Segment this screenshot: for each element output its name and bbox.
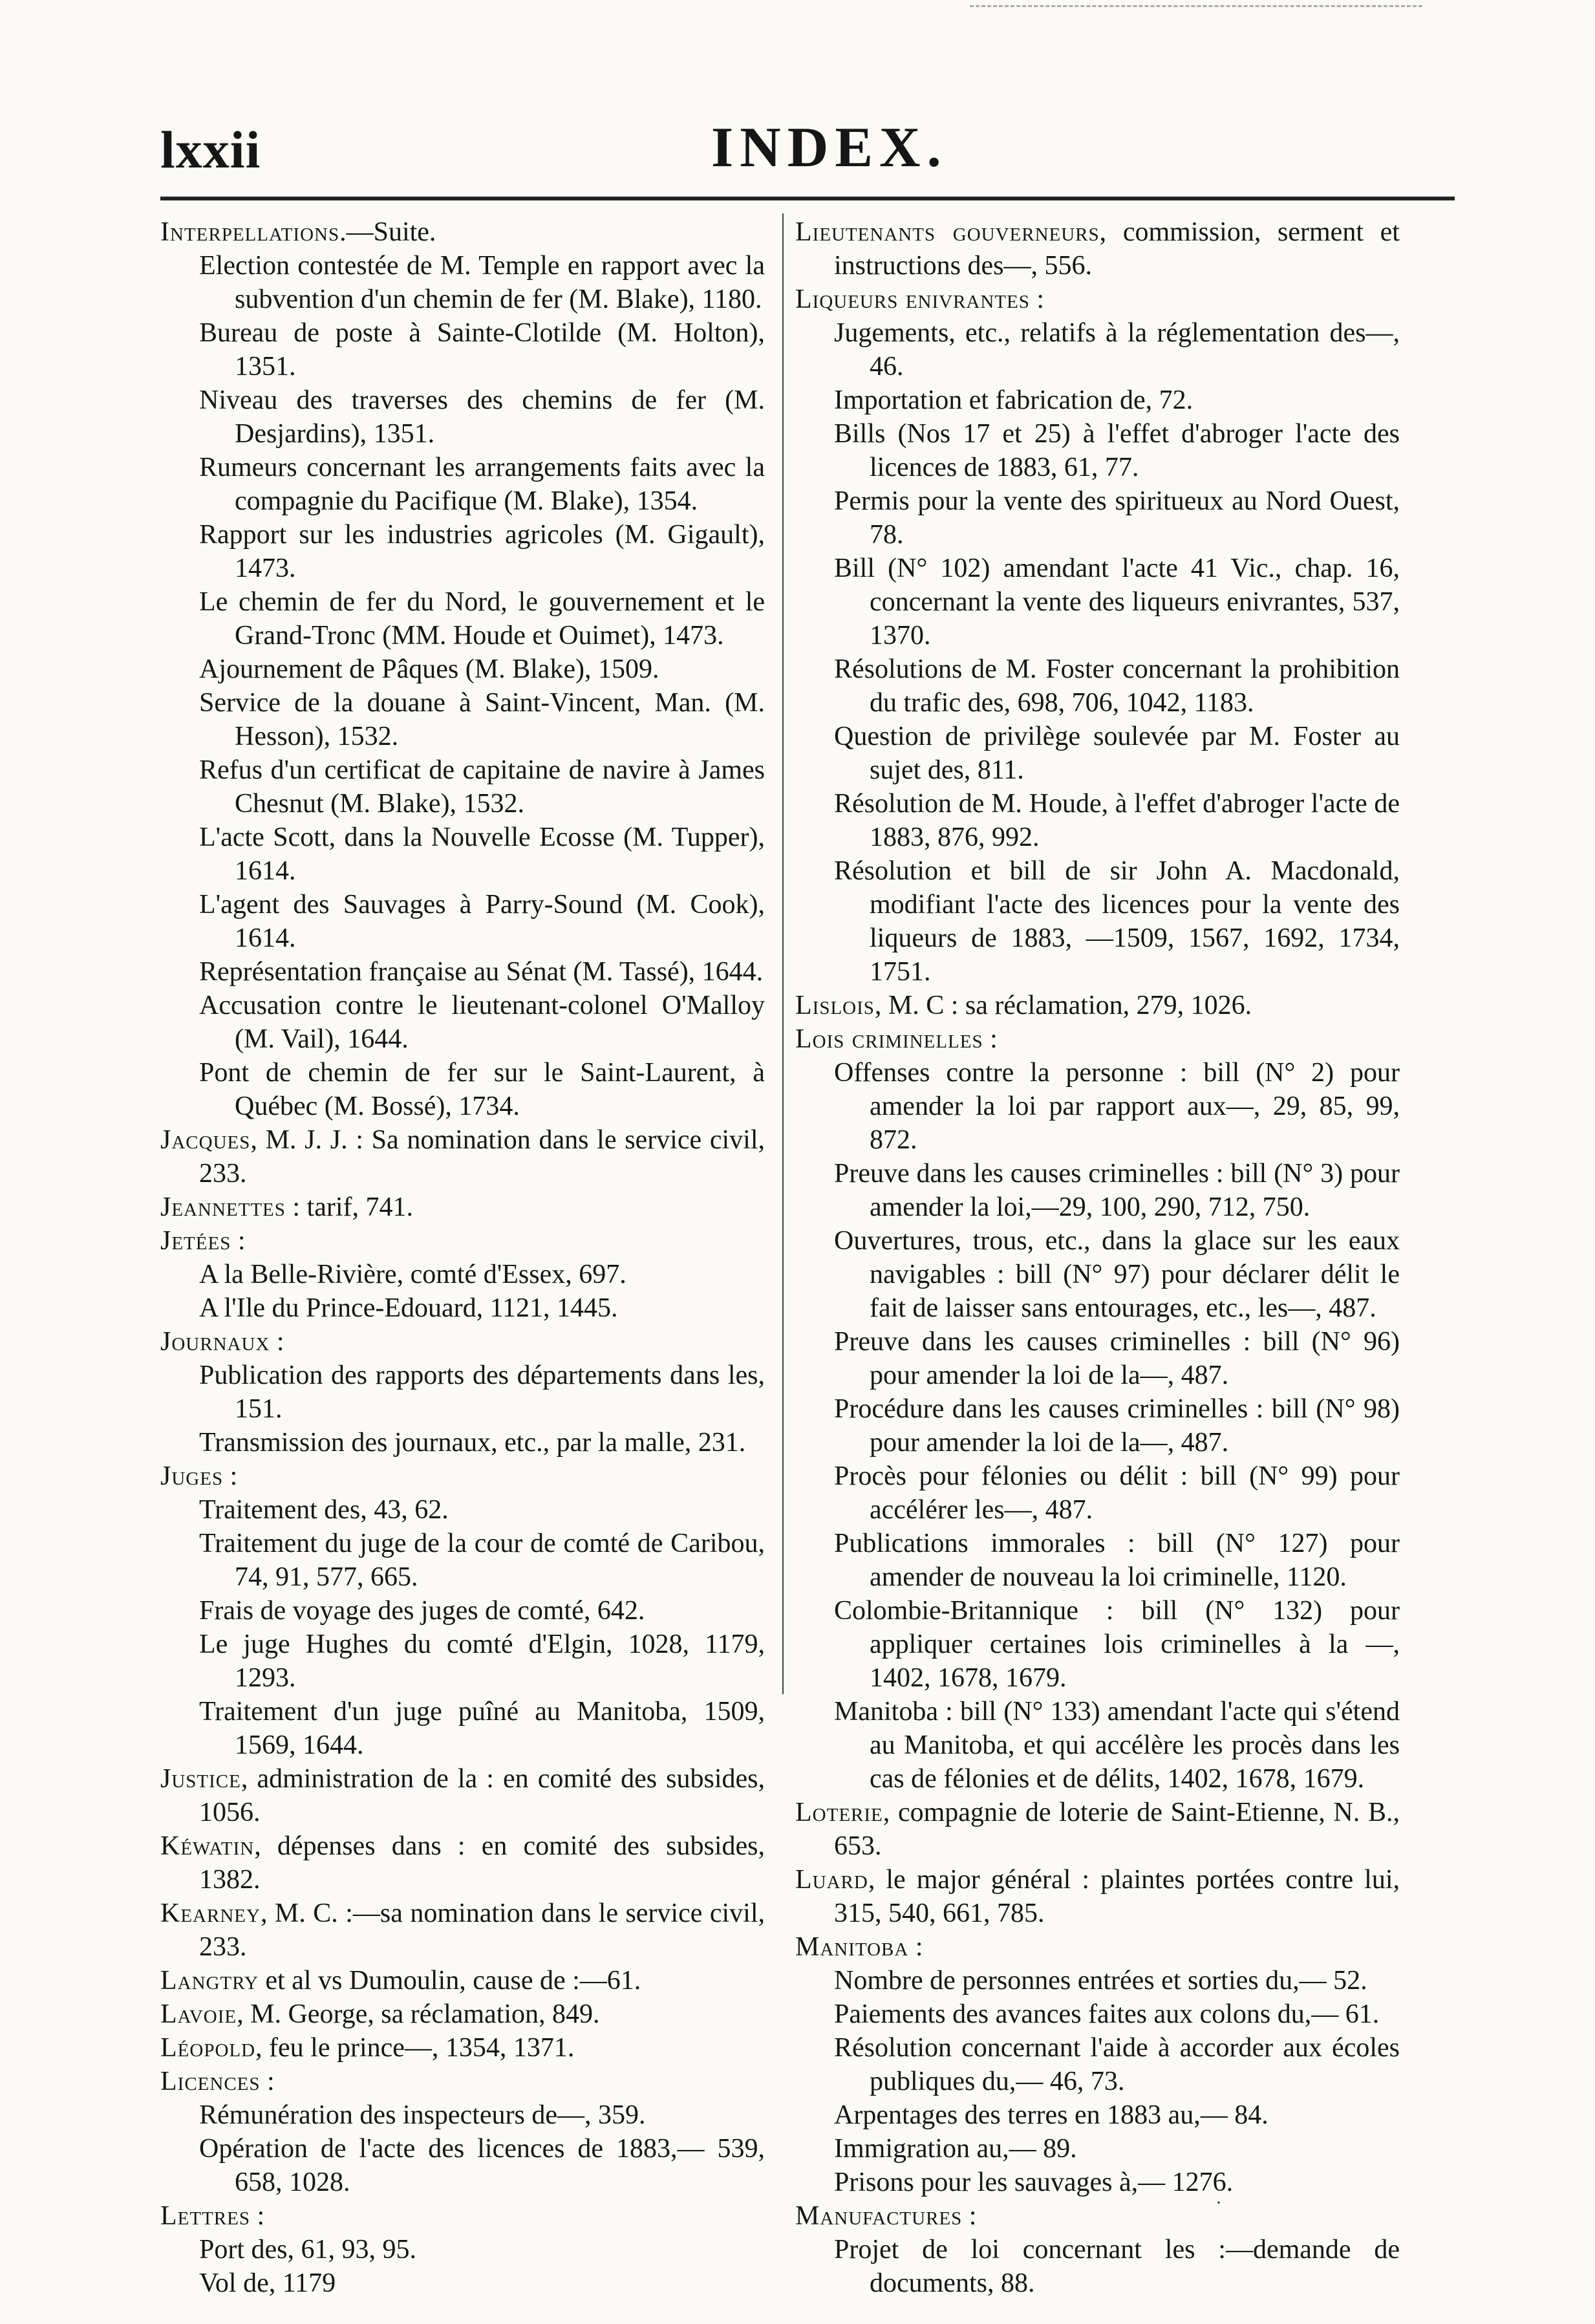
entry-text: : tarif, 741. — [285, 1192, 413, 1222]
entry-text: et al vs Dumoulin, cause de :—61. — [258, 1966, 641, 1996]
entry-headword: Kearney — [160, 1899, 261, 1928]
index-subentry: Prisons pour les sauvages à,— 1276. — [834, 2168, 1234, 2197]
entry-text: : — [270, 1327, 284, 1357]
entry-headword: Manitoba — [795, 1932, 909, 1962]
index-subentry: L'acte Scott, dans la Nouvelle Ecosse (M. Tupper), 1614. — [199, 823, 765, 886]
index-subentry: Importation et fabrication de, 72. — [834, 385, 1194, 415]
entry-text: , M. C : sa réclamation, 279, 1026. — [874, 991, 1252, 1020]
index-subentry: Le chemin de fer du Nord, le gouvernement et le Grand-Tronc (MM. Houde et Ouimet), 1473. — [199, 587, 765, 651]
entry-text: .—Suite. — [339, 217, 436, 247]
index-subentry: Rumeurs concernant les arrangements faits avec la compagnie du Pacifique (M. Blake), 1354. — [199, 453, 765, 516]
index-entry — [160, 1762, 765, 1829]
index-subentry: Résolution concernant l'aide à accorder aux écoles publiques du,— 46, 73. — [834, 2033, 1400, 2096]
index-subentry: A la Belle-Rivière, comté d'Essex, 697. — [199, 1260, 626, 1289]
entry-text: : — [223, 1461, 238, 1491]
index-subentry: Procès pour félonies ou délit : bill (N° 99) pour accélérer les—, 487. — [834, 1461, 1400, 1525]
entry-headword: Journaux — [160, 1327, 270, 1357]
entry-text: : — [260, 2067, 275, 2096]
page-title: INDEX. — [711, 116, 948, 179]
entry-headword: Juges — [160, 1461, 224, 1491]
index-subentry: Rapport sur les industries agricoles (M. Gigault), 1473. — [199, 520, 765, 583]
index-subentry: Publications immorales : bill (N° 127) pour amender de nouveau la loi criminelle, 1120. — [834, 1529, 1400, 1592]
index-subentry: Résolution et bill de sir John A. Macdonald, modifiant l'acte des licences pour la vente des liqueurs de 1883, —1509, 1567, 1692, 1734, 1751. — [834, 856, 1400, 987]
index-column-left — [160, 215, 765, 2300]
entry-headword: Jetées — [160, 1226, 231, 1256]
entry-text: , administration de la : en comité des subsides, 1056. — [199, 1764, 765, 1827]
index-entry — [795, 989, 1400, 1022]
index-subentry: Pont de chemin de fer sur le Saint-Laurent, à Québec (M. Bossé), 1734. — [199, 1058, 765, 1121]
index-subentry: Question de privilège soulevée par M. Foster au sujet des, 811. — [834, 722, 1400, 785]
entry-headword: Jacques — [160, 1125, 251, 1155]
entry-headword: Léopold — [160, 2033, 256, 2063]
page-number: lxxii — [160, 120, 261, 179]
index-subentry: Résolution de M. Houde, à l'effet d'abroger l'acte de 1883, 876, 992. — [834, 789, 1400, 852]
index-subentry: A l'Ile du Prince-Edouard, 1121, 1445. — [199, 1293, 618, 1323]
index-subentry: Colombie-Britannique : bill (N° 132) pour appliquer certaines lois criminelles à la —, 1402, 1678, 1679. — [834, 1596, 1400, 1693]
index-entry — [160, 1829, 765, 1897]
index-subentry: Traitement des, 43, 62. — [199, 1495, 449, 1525]
index-subentry: Jugements, etc., relatifs à la réglementation des—, 46. — [834, 318, 1400, 382]
index-subentry: Représentation française au Sénat (M. Tassé), 1644. — [199, 957, 764, 987]
entry-headword: Luard — [795, 1865, 868, 1895]
index-subentry: Frais de voyage des juges de comté, 642. — [199, 1596, 645, 1626]
index-subentry: Manitoba : bill (N° 133) amendant l'acte qui s'étend au Manitoba, et qui accélère les procès dans les cas de félonies et de délits, 1402, 1678, 1679. — [834, 1697, 1400, 1794]
index-subentry: Publication des rapports des départements dans les, 151. — [199, 1361, 765, 1424]
index-subentry: Procédure dans les causes criminelles : bill (N° 98) pour amender la loi de la—, 487. — [834, 1394, 1400, 1458]
index-subentry: Refus d'un certificat de capitaine de navire à James Chesnut (M. Blake), 1532. — [199, 755, 765, 819]
index-subentry: Traitement du juge de la cour de comté de Caribou, 74, 91, 577, 665. — [199, 1529, 765, 1592]
index-entry — [795, 1022, 1400, 1056]
index-subentry: Election contestée de M. Temple en rapport avec la subvention d'un chemin de fer (M. Blake), 1180. — [199, 251, 765, 314]
index-subentry: Arpentages des terres en 1883 au,— 84. — [834, 2100, 1269, 2130]
page-mark: · — [1215, 2192, 1222, 2213]
index-entry — [160, 1190, 765, 1224]
index-entry — [160, 215, 765, 249]
index-subentry: Service de la douane à Saint-Vincent, Man. (M. Hesson), 1532. — [199, 688, 765, 751]
index-entry — [160, 1997, 765, 2031]
index-subentry: Immigration au,— 89. — [834, 2134, 1077, 2164]
index-entry — [160, 1897, 765, 1964]
entry-text: : — [250, 2201, 265, 2231]
entry-headword: Kéwatin — [160, 1831, 255, 1861]
entry-text: , commission, serment et instructions des—, 556. — [834, 217, 1400, 281]
index-entry — [160, 1459, 765, 1493]
entry-text: , dépenses dans : en comité des subsides, 1382. — [199, 1831, 765, 1895]
index-subentry: Permis pour la vente des spiritueux au Nord Ouest, 78. — [834, 486, 1400, 550]
entry-text: , M. J. J. : Sa nomination dans le service civil, 233. — [199, 1125, 765, 1189]
column-divider — [782, 213, 784, 1694]
index-subentry: Traitement d'un juge puîné au Manitoba, 1509, 1569, 1644. — [199, 1697, 765, 1760]
index-entry — [160, 1224, 765, 1258]
entry-headword: Jeannettes — [160, 1192, 286, 1222]
entry-headword: Lavoie — [160, 1999, 237, 2029]
index-subentry: Le juge Hughes du comté d'Elgin, 1028, 1179, 1293. — [199, 1630, 765, 1693]
index-subentry: Bureau de poste à Sainte-Clotilde (M. Holton), 1351. — [199, 318, 765, 382]
entry-headword: Langtry — [160, 1966, 259, 1996]
index-subentry: Transmission des journaux, etc., par la malle, 231. — [199, 1428, 746, 1458]
index-subentry: L'agent des Sauvages à Parry-Sound (M. Cook), 1614. — [199, 890, 765, 953]
index-subentry: Port des, 61, 93, 95. — [199, 2235, 416, 2265]
entry-text: , le major général : plaintes portées contre lui, 315, 540, 661, 785. — [834, 1865, 1400, 1928]
header-rule — [160, 197, 1455, 200]
index-subentry: Rémunération des inspecteurs de—, 359. — [199, 2100, 646, 2130]
index-subentry: Accusation contre le lieutenant-colonel O'Malloy (M. Vail), 1644. — [199, 991, 765, 1054]
entry-text: : — [962, 2201, 977, 2231]
entry-headword: Manufactures — [795, 2201, 963, 2231]
entry-text: : — [1029, 285, 1045, 314]
index-subentry: Preuve dans les causes criminelles : bill (N° 3) pour amender la loi,—29, 100, 290, 712, 750. — [834, 1159, 1400, 1222]
entry-headword: Loterie — [795, 1798, 883, 1827]
entry-headword: Justice — [160, 1764, 241, 1794]
entry-headword: Lettres — [160, 2201, 250, 2231]
entry-text: , compagnie de loterie de Saint-Etienne, N. B., 653. — [834, 1798, 1400, 1861]
index-subentry: Ajournement de Pâques (M. Blake), 1509. — [199, 654, 659, 684]
index-subentry: Offenses contre la personne : bill (N° 2) pour amender la loi par rapport aux—, 29, 85, 99, 872. — [834, 1058, 1400, 1155]
top-edge-marks — [970, 5, 1422, 11]
index-subentry: Opération de l'acte des licences de 1883,— 539, 658, 1028. — [199, 2134, 765, 2197]
entry-headword: Interpellations — [160, 217, 340, 247]
entry-text: : — [908, 1932, 923, 1962]
index-subentry: Bills (Nos 17 et 25) à l'effet d'abroger l'acte des licences de 1883, 61, 77. — [834, 419, 1400, 482]
index-entry — [160, 2031, 765, 2065]
index-subentry: Projet de loi concernant les :—demande de documents, 88. — [834, 2235, 1400, 2298]
index-entry — [160, 1964, 765, 1997]
index-entry — [795, 1863, 1400, 1930]
entry-text: : — [231, 1226, 246, 1256]
page-header — [0, 0, 1595, 194]
entry-text: : — [983, 1024, 998, 1054]
index-entry — [795, 1796, 1400, 1863]
entry-headword: Lieutenants gouverneurs — [795, 217, 1100, 247]
index-subentry: Bill (N° 102) amendant l'acte 41 Vic., chap. 16, concernant la vente des liqueurs enivrantes, 537, 1370. — [834, 554, 1400, 651]
index-subentry: Résolutions de M. Foster concernant la prohibition du trafic des, 698, 706, 1042, 1183. — [834, 654, 1400, 718]
entry-headword: Liqueurs enivrantes — [795, 285, 1030, 314]
index-entry — [160, 2199, 765, 2233]
index-column-right — [795, 215, 1400, 2300]
index-entry — [795, 283, 1400, 316]
index-entry — [795, 1930, 1400, 1964]
entry-text: , M. George, sa réclamation, 849. — [237, 1999, 600, 2029]
index-entry — [795, 2199, 1400, 2233]
entry-headword: Licences — [160, 2067, 261, 2096]
entry-headword: Lislois — [795, 991, 875, 1020]
index-entry — [160, 1123, 765, 1190]
index-subentry: Niveau des traverses des chemins de fer (M. Desjardins), 1351. — [199, 385, 765, 449]
index-entry — [160, 1325, 765, 1359]
entry-text: , M. C. :—sa nomination dans le service civil, 233. — [199, 1899, 765, 1962]
index-subentry: Ouvertures, trous, etc., dans la glace sur les eaux navigables : bill (N° 97) pour déclarer délit le fait de laisser sans entourages, etc., les—, 487. — [834, 1226, 1400, 1323]
entry-headword: Lois criminelles — [795, 1024, 983, 1054]
index-entry — [795, 215, 1400, 283]
index-subentry: Preuve dans les causes criminelles : bill (N° 96) pour amender la loi de la—, 487. — [834, 1327, 1400, 1390]
index-subentry: Nombre de personnes entrées et sorties du,— 52. — [834, 1966, 1367, 1996]
index-entry — [160, 2065, 765, 2098]
index-subentry: Paiements des avances faites aux colons du,— 61. — [834, 1999, 1380, 2029]
entry-text: , feu le prince—, 1354, 1371. — [255, 2033, 575, 2063]
index-subentry: Vol de, 1179 — [199, 2268, 336, 2298]
